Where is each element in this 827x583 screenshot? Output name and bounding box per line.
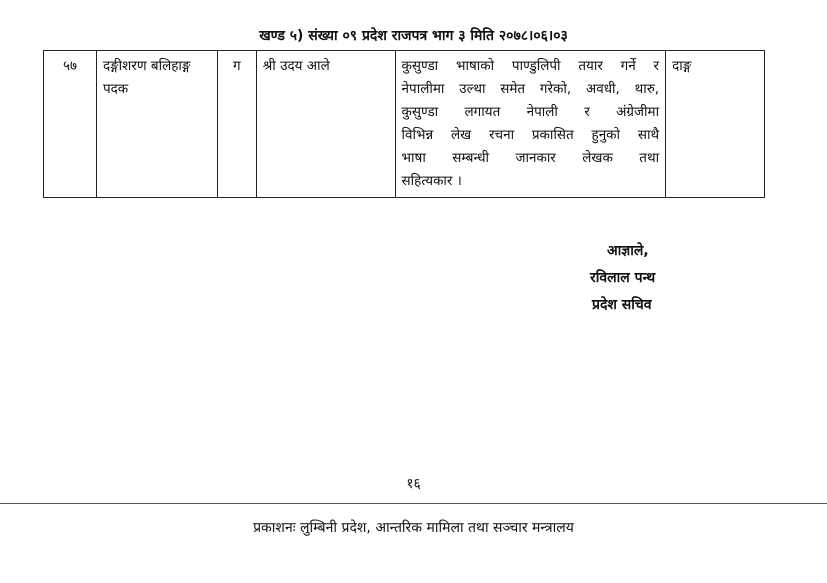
district-cell: दाङ्ग xyxy=(666,51,765,198)
description-line: भाषा सम्बन्धी जानकार लेखक तथा xyxy=(401,150,660,166)
table-row xyxy=(44,51,765,198)
award-class-cell: ग xyxy=(217,51,256,198)
description-line: कुसुण्डा भाषाको पाण्डुलिपी तयार गर्ने र xyxy=(401,58,660,74)
description-line: कुसुण्डा लगायत नेपाली र अंग्रेजीमा xyxy=(401,104,660,120)
description-line: नेपालीमा उल्था समेत गरेको, अवधी, थारु, xyxy=(401,81,660,97)
award-table xyxy=(43,50,765,198)
description-cell xyxy=(395,51,666,198)
signature-order: आज्ञाले, xyxy=(607,243,649,259)
footer-divider xyxy=(0,503,827,504)
signature-block xyxy=(540,238,740,319)
publisher-footer: प्रकाशनः लुम्बिनी प्रदेश, आन्तरिक मामिला तथा सञ्चार मन्त्रालय xyxy=(253,520,574,536)
recipient-name-cell: श्री उदय आले xyxy=(256,51,395,198)
signatory-title: प्रदेश सचिव xyxy=(592,297,652,313)
description-line: सहित्यकार । xyxy=(401,173,462,189)
award-name-cell: दङ्गीशरण बलिहाङ्ग पदक xyxy=(96,51,217,198)
page-number: १६ xyxy=(406,476,421,492)
signatory-name: रविलाल पन्थ xyxy=(590,270,656,286)
serial-number-cell: ५७ xyxy=(44,51,97,198)
description-line: विभिन्न लेख रचना प्रकासित हुनुको साथै xyxy=(401,127,660,143)
gazette-header: खण्ड ५) संख्या ०९ प्रदेश राजपत्र भाग ३ मिति २०७८।०६।०३ xyxy=(259,28,568,44)
